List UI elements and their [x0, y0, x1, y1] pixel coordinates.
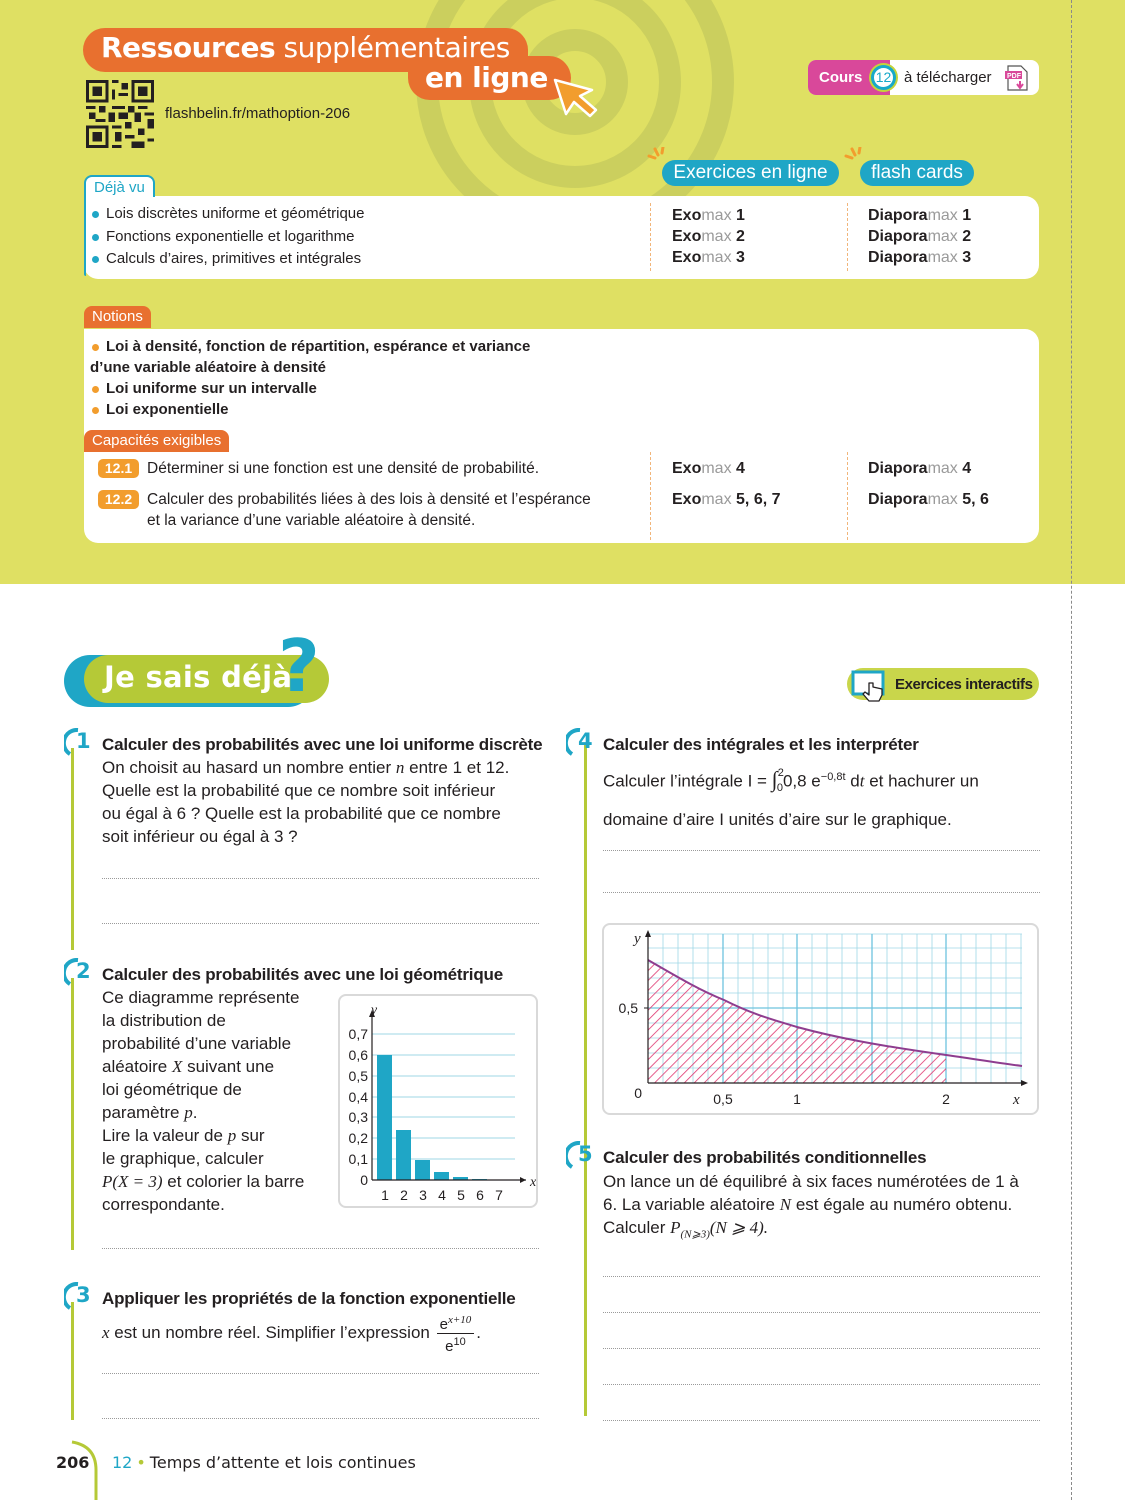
- exercise-body: x est un nombre réel. Simplifier l’expression $\frac{e^{x+10}}{e^{10}}$ .: [102, 1314, 481, 1355]
- exercise-bracket: [71, 748, 74, 950]
- answer-line[interactable]: [102, 923, 539, 924]
- deja-vu-list: [92, 203, 364, 271]
- exomax-link-5-6-7[interactable]: Exomax 5, 6, 7: [672, 491, 781, 508]
- exercise-title: Appliquer les propriétés de la fonction exponentielle: [102, 1289, 516, 1308]
- answer-line[interactable]: [603, 892, 1040, 893]
- answer-line[interactable]: [102, 1418, 539, 1419]
- resources-title-line2: en ligne: [425, 61, 548, 94]
- capacites-label: Capacités exigibles: [84, 430, 229, 452]
- exercise-body: On choisit au hasard un nombre entier n entre 1 et 12. Quelle est la probabilité que ce nombre soit inférieur ou égal à 6 ? Quelle est la probabilité que ce nombre soit inférieur ou égal à 3 ?: [102, 758, 510, 846]
- touch-screen-icon: [851, 669, 891, 703]
- capacity-text-line2: et la variance d’une variable aléatoire à densité.: [147, 512, 476, 529]
- exomax-list: [672, 205, 745, 268]
- cours-label: Cours: [819, 69, 863, 86]
- page-number: 206: [56, 1453, 90, 1472]
- answer-line[interactable]: [102, 1248, 539, 1249]
- svg-text:0: 0: [360, 1172, 368, 1188]
- chapter-title: Temps d’attente et lois continues: [149, 1453, 416, 1472]
- resource-url-link[interactable]: flashbelin.fr/mathoption-206: [165, 105, 351, 122]
- exercise-number-badge: 1: [64, 728, 94, 758]
- list-item: Loi exponentielle: [92, 399, 530, 420]
- svg-text:6: 6: [476, 1187, 484, 1203]
- diaporamax-link-2[interactable]: Diaporamax 2: [868, 228, 972, 245]
- capacity-text: Déterminer si une fonction est une densité de probabilité.: [147, 460, 540, 477]
- answer-line[interactable]: [603, 1384, 1040, 1385]
- svg-text:4: 4: [438, 1187, 446, 1203]
- column-divider: [847, 203, 848, 271]
- answer-line[interactable]: [603, 1312, 1040, 1313]
- svg-text:0,2: 0,2: [348, 1130, 368, 1146]
- exercise-number-badge: 3: [64, 1282, 94, 1312]
- exponential-density-chart: [602, 923, 1039, 1115]
- list-item: Calculs d’aires, primitives et intégrales: [92, 248, 364, 271]
- exercise-bracket: [71, 978, 74, 1250]
- list-item: Loi à densité, fonction de répartition, espérance et variance: [92, 336, 530, 357]
- exercise-title: Calculer des probabilités conditionnelles: [603, 1148, 927, 1167]
- answer-line[interactable]: [603, 1420, 1040, 1421]
- exercise-title: Calculer des intégrales et les interpréter: [603, 735, 919, 754]
- notions-list: [92, 336, 530, 420]
- geometric-bar-chart: [338, 994, 538, 1208]
- diaporamax-link-1[interactable]: Diaporamax 1: [868, 207, 972, 224]
- capacity-code: 12.2: [98, 490, 139, 509]
- chapter-footer: 12 • Temps d’attente et lois continues: [112, 1453, 416, 1472]
- answer-line[interactable]: [603, 1348, 1040, 1349]
- exercise-number-badge: 4: [566, 728, 596, 758]
- svg-text:x: x: [530, 1175, 536, 1190]
- bar-chart-svg: [340, 996, 536, 1206]
- cut-line: [1071, 0, 1072, 1500]
- notions-label: Notions: [84, 306, 151, 328]
- exercise-number-badge: 2: [64, 958, 94, 988]
- exercise-title: Calculer des probabilités avec une loi uniforme discrète: [102, 735, 543, 754]
- capacity-text: Calculer des probabilités liées à des lois à densité et l’espérance: [147, 491, 591, 508]
- svg-text:0,4: 0,4: [348, 1089, 368, 1105]
- diaporamax-list: [868, 205, 971, 268]
- diaporamax-link-3[interactable]: Diaporamax 3: [868, 249, 972, 266]
- resources-title: Ressources supplémentaires: [101, 31, 510, 64]
- section-title: Je sais déjà: [104, 660, 293, 694]
- svg-text:2: 2: [400, 1187, 408, 1203]
- svg-text:2: 2: [942, 1091, 950, 1107]
- svg-text:0,5: 0,5: [713, 1091, 733, 1107]
- column-divider: [650, 452, 651, 540]
- svg-text:0,6: 0,6: [348, 1047, 368, 1063]
- interactive-exercises-label: Exercices interactifs: [895, 676, 1033, 693]
- question-mark-icon: ?: [278, 624, 320, 708]
- exomax-link-4[interactable]: Exomax 4: [672, 460, 745, 477]
- svg-text:y: y: [634, 931, 641, 947]
- list-item: Fonctions exponentielle et logarithme: [92, 226, 364, 249]
- exercise-body: Ce diagramme représente la distribution de probabilité d’une variable aléatoire X suivant une loi géométrique de paramètre p. Lire la valeur de p sur le graphique, calculer P(X = 3) et colorier la barre correspondante.: [102, 988, 305, 1214]
- deja-vu-label: Déjà vu: [84, 175, 155, 197]
- qr-code[interactable]: [86, 80, 154, 148]
- svg-text:1: 1: [793, 1091, 801, 1107]
- svg-text:0,1: 0,1: [348, 1151, 368, 1167]
- exercise-body: On lance un dé équilibré à six faces numérotées de 1 à 6. La variable aléatoire N est égale au numéro obtenu. Calculer $P_{(N⩾3)}(N$ ⩾ 4).: [603, 1172, 1019, 1241]
- svg-text:5: 5: [457, 1187, 465, 1203]
- chapter-number-badge: 12: [871, 65, 896, 90]
- pdf-download-icon: [1004, 64, 1030, 92]
- exercise-body: Calculer l’intégrale I = ∫$^2_0$0,8 $e^{-0,8t}$ dt et hachurer un domaine d’aire I unités d’aire sur le graphique.: [603, 766, 979, 830]
- exomax-link-3[interactable]: Exomax 3: [672, 249, 745, 266]
- exercise-bracket: [71, 1302, 74, 1420]
- answer-line[interactable]: [102, 878, 539, 879]
- column-separator: [584, 744, 587, 1416]
- footer-arc-decoration: [70, 1440, 110, 1500]
- capacity-code: 12.1: [98, 459, 139, 478]
- diaporamax-link-4[interactable]: Diaporamax 4: [868, 460, 972, 477]
- svg-text:0,5: 0,5: [348, 1068, 368, 1084]
- exomax-link-2[interactable]: Exomax 2: [672, 228, 745, 245]
- svg-text:y: y: [370, 1003, 378, 1018]
- svg-text:0,7: 0,7: [348, 1026, 368, 1042]
- list-item: Lois discrètes uniforme et géométrique: [92, 203, 364, 226]
- svg-text:0,5: 0,5: [618, 1000, 638, 1016]
- flash-cards-pill[interactable]: flash cards: [860, 160, 974, 186]
- fraction: $\frac{e^{x+10}}{e^{10}}$: [437, 1312, 475, 1355]
- density-chart-svg: [604, 925, 1037, 1113]
- answer-line[interactable]: [603, 850, 1040, 851]
- exercise-title: Calculer des probabilités avec une loi géométrique: [102, 965, 503, 984]
- svg-text:0: 0: [634, 1085, 642, 1101]
- column-divider: [847, 452, 848, 540]
- deja-vu-border: [84, 196, 86, 276]
- column-divider: [650, 203, 651, 271]
- diaporamax-link-5-6[interactable]: Diaporamax 5, 6: [868, 491, 989, 508]
- download-label: à télécharger: [904, 69, 992, 86]
- online-exercises-pill[interactable]: Exercices en ligne: [662, 160, 839, 186]
- answer-line[interactable]: [102, 1373, 539, 1374]
- cours-download-button[interactable]: [808, 60, 1039, 95]
- svg-text:PDF: PDF: [1007, 73, 1021, 80]
- chapter-number: 12: [112, 1453, 133, 1472]
- list-item: Loi uniforme sur un intervalle: [92, 378, 530, 399]
- svg-text:1: 1: [381, 1187, 389, 1203]
- list-item-continued: d’une variable aléatoire à densité: [90, 359, 326, 376]
- svg-text:3: 3: [419, 1187, 427, 1203]
- svg-text:0,3: 0,3: [348, 1109, 368, 1125]
- exomax-link-1[interactable]: Exomax 1: [672, 207, 745, 224]
- svg-text:7: 7: [495, 1187, 503, 1203]
- svg-text:x: x: [1013, 1092, 1020, 1108]
- answer-line[interactable]: [603, 1276, 1040, 1277]
- cursor-arrow-icon: [552, 76, 600, 118]
- exercise-number-badge: 5: [566, 1141, 596, 1171]
